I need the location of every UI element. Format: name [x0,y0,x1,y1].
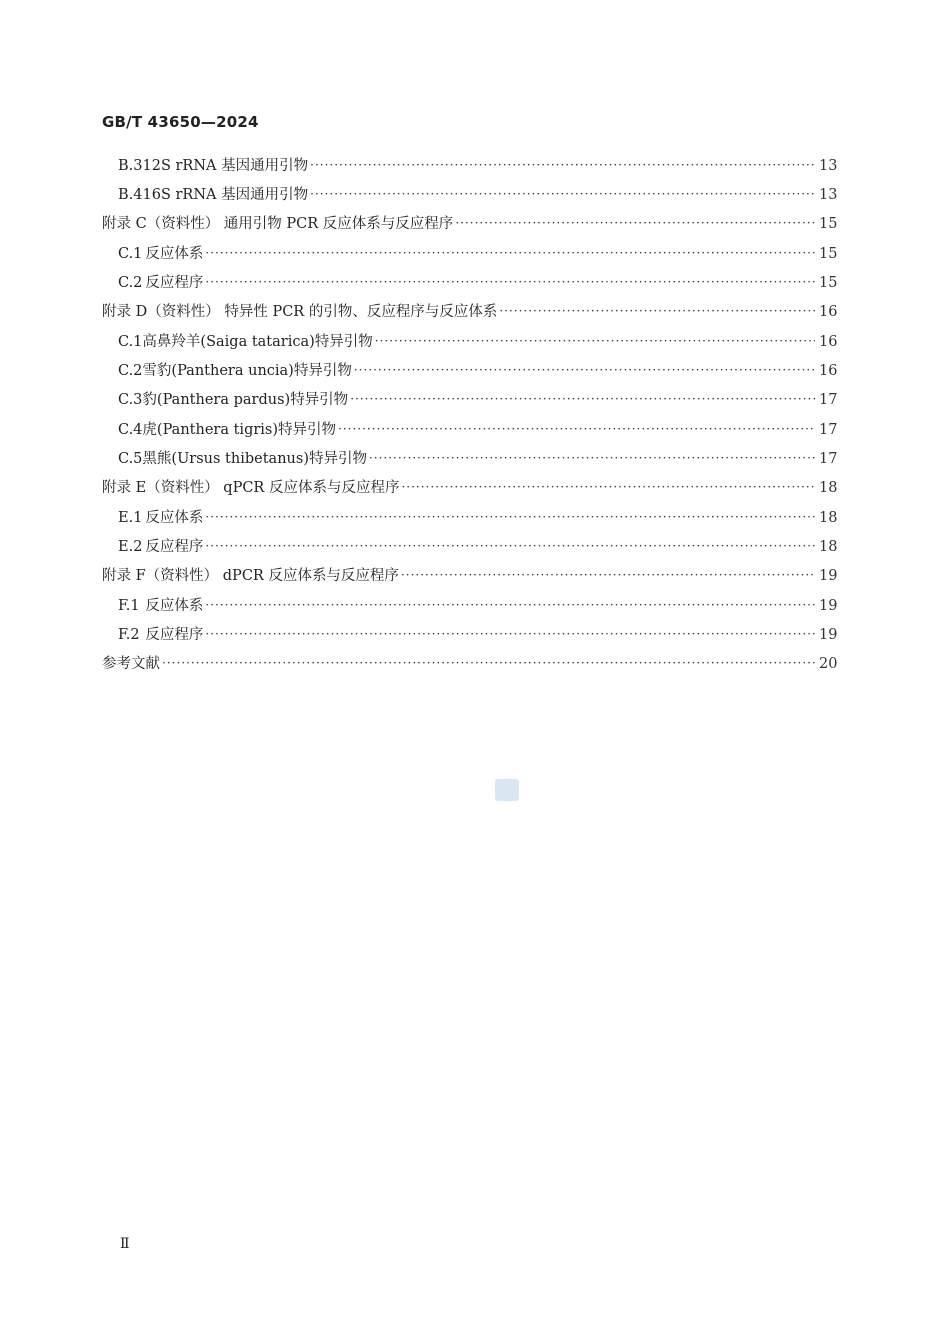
toc-entry[interactable] [118,447,837,471]
toc-leader-dots [369,446,815,470]
toc-entry-title: 反应程序 [145,275,204,291]
toc-entry-page: 15 [819,216,838,232]
toc-leader-dots [205,270,815,294]
toc-entry-title: 反应程序 [145,627,204,643]
toc-entry[interactable] [102,212,837,236]
standard-code: GB/T 43650—2024 [102,113,259,131]
toc-leader-dots [338,417,815,441]
toc-leader-dots [375,329,815,353]
toc-entry-number: B.4 [118,187,143,203]
toc-leader-dots [205,622,815,646]
toc-entry-page: 20 [819,656,838,672]
toc-entry-page: 17 [819,392,838,408]
toc-entry-page: 15 [819,275,838,291]
toc-entry-number: C.1 [118,334,143,350]
toc-entry-title: 反应体系 [145,510,204,526]
toc-entry-number: C.2 [118,275,143,291]
toc-entry[interactable] [118,535,837,559]
toc-entry-title: 附录 D（资料性） 特异性 PCR 的引物、反应程序与反应体系 [102,304,498,320]
toc-entry[interactable] [118,388,837,412]
toc-entry-number: E.1 [118,510,143,526]
toc-entry-number: C.4 [118,422,143,438]
toc-entry-title: 反应体系 [145,598,204,614]
toc-entry-page: 18 [819,480,838,496]
toc-leader-dots [310,182,815,206]
toc-entry-page: 19 [819,627,838,643]
toc-entry-title: 虎(Panthera tigris)特异引物 [142,422,337,438]
toc-entry-title: 雪豹(Panthera uncia)特异引物 [142,363,352,379]
toc-entry-number: B.3 [118,158,143,174]
toc-entry[interactable] [102,564,837,588]
toc-entry[interactable] [118,183,837,207]
toc-entry-title: 豹(Panthera pardus)特异引物 [142,392,349,408]
toc-entry[interactable] [118,359,837,383]
toc-entry-title: 参考文献 [102,656,160,672]
toc-entry[interactable] [102,476,837,500]
toc-entry-page: 13 [819,187,838,203]
toc-entry-title: 16S rRNA 基因通用引物 [142,187,309,203]
toc-leader-dots [205,505,815,529]
toc-entry[interactable] [118,242,837,266]
toc-entry-page: 17 [819,422,838,438]
toc-entry[interactable] [102,300,837,324]
watermark-logo-icon [495,779,519,801]
toc-entry[interactable] [118,506,837,530]
toc-entry-title: 反应程序 [145,539,204,555]
toc-entry[interactable] [118,623,837,647]
toc-leader-dots [455,211,815,235]
toc-leader-dots [205,593,815,617]
page-number: Ⅱ [120,1236,130,1252]
toc-entry-page: 19 [819,598,838,614]
toc-leader-dots [401,475,815,499]
toc-entry-number: F.1 [118,598,140,614]
toc-entry-page: 16 [819,363,838,379]
toc-entry-title: 反应体系 [145,246,204,262]
toc-entry-number: C.2 [118,363,143,379]
toc-entry[interactable] [118,594,837,618]
toc-entry[interactable] [118,330,837,354]
toc-entry-title: 附录 F（资料性） dPCR 反应体系与反应程序 [102,568,399,584]
toc-entry-page: 16 [819,334,838,350]
toc-entry-number: F.2 [118,627,140,643]
toc-leader-dots [310,153,815,177]
toc-entry-page: 17 [819,451,838,467]
toc-entry[interactable] [102,652,837,676]
toc-leader-dots [162,651,815,675]
toc-entry-page: 16 [819,304,838,320]
toc-entry-page: 18 [819,539,838,555]
toc-entry-title: 12S rRNA 基因通用引物 [142,158,309,174]
toc-entry-title: 附录 E（资料性） qPCR 反应体系与反应程序 [102,480,400,496]
toc-leader-dots [499,299,815,323]
toc-leader-dots [205,241,815,265]
toc-entry-number: C.1 [118,246,143,262]
toc-entry-title: 附录 C（资料性） 通用引物 PCR 反应体系与反应程序 [102,216,454,232]
toc-entry-page: 18 [819,510,838,526]
toc-entry-number: C.3 [118,392,143,408]
toc-entry-page: 13 [819,158,838,174]
toc-leader-dots [350,387,815,411]
toc-entry[interactable] [118,271,837,295]
toc-entry[interactable] [118,154,837,178]
toc-leader-dots [354,358,815,382]
toc-entry-title: 黑熊(Ursus thibetanus)特异引物 [142,451,367,467]
toc-leader-dots [401,563,815,587]
toc-leader-dots [205,534,815,558]
toc-entry[interactable] [118,418,837,442]
toc-entry-number: C.5 [118,451,143,467]
toc-entry-page: 15 [819,246,838,262]
toc-entry-page: 19 [819,568,838,584]
toc-entry-number: E.2 [118,539,143,555]
toc-entry-title: 高鼻羚羊(Saiga tatarica)特异引物 [142,334,373,350]
